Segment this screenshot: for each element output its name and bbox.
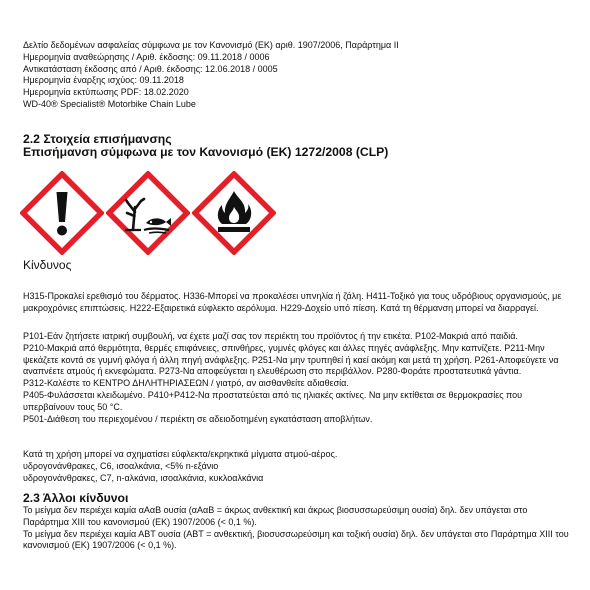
header-line: WD-40® Specialist® Motorbike Chain Lube [23, 98, 196, 109]
other-hazards [23, 505, 571, 552]
supplementary-line: Κατά τη χρήση μπορεί να σχηματίσει εύφλεκτα/εκρηκτικά μίγματα ατμού-αέρος. [23, 449, 338, 459]
other-hazard-paragraph: Το μείγμα δεν περιέχει καμία αΑαΒ ουσία (αΑαΒ = άκρως ανθεκτική και άκρως βιοσυσσωρεύσιμη ουσία) δηλ. δεν υπάγεται στο Παράρτημα XIII του κανονισμού (ΕΚ) 1907/2006 (< 0,1 %). [23, 505, 528, 527]
section-subtitle: Επισήμανση σύμφωνα με τον Κανονισμό (ΕΚ) 1272/2008 (CLP) [23, 145, 389, 159]
ghs-pictograms [20, 171, 280, 255]
precaution-paragraph: P101-Εάν ζητήσετε ιατρική συμβουλή, να έχετε μαζί σας τον περιέκτη του προϊόντος ή την ετικέτα. P102-Μακριά από παιδιά. [23, 331, 518, 341]
document-header [23, 40, 563, 111]
header-line: Ημερομηνία έναρξης ισχύος: 09.11.2018 [23, 75, 184, 86]
signal-word: Κίνδυνος [23, 258, 72, 272]
precaution-paragraph: P501-Διάθεση του περιεχομένου / περιέκτη σε αδειοδοτημένη εγκατάσταση αποβλήτων. [23, 413, 373, 424]
hazard-statements [23, 291, 571, 315]
other-hazard-paragraph: Το μείγμα δεν περιέχει καμία ΑΒΤ ουσία (ΑΒΤ = ανθεκτική, βιοσυσσωρεύσιμη και τοξική ουσία) δηλ. δεν υπάγεται στο Παράρτημα XIII του κανονισμού (ΕΚ) 1907/2006 (< 0,1 %). [23, 528, 569, 551]
hazard-statement-text: H315-Προκαλεί ερεθισμό του δέρματος. H336-Μπορεί να προκαλέσει υπνηλία ή ζάλη. H411-Τοξικό για τους υδρόβιους οργανισμούς, με μακροχρόνιες επιπτώσεις. H222-Εξαιρετικά εύφλεκτο αερόλυμα. H229-Δοχείο υπό πίεση. Κατά τη θέρμανση μπορεί να διαρραγεί. [23, 291, 562, 313]
header-line: Δελτίο δεδομένων ασφαλείας σύμφωνα με τον Κανονισμό (ΕΚ) αριθ. 1907/2006, Παράρτημα II [23, 40, 399, 50]
precautionary-statements [23, 331, 571, 425]
precaution-paragraph: P405-Φυλάσσεται κλειδωμένο. P410+P412-Να προστατεύεται από τις ηλιακές ακτίνες. Να μην εκτίθεται σε θερμοκρασίες που υπερβαίνουν τους 50 °C. [23, 389, 523, 412]
flame-icon [192, 171, 276, 255]
supplementary-line: υδρογονάνθρακες, C7, n-αλκάνια, ισοαλκάνια, κυκλοαλκάνια [23, 472, 264, 483]
exclamation-mark-icon [20, 171, 104, 255]
header-line: Ημερομηνία αναθεώρησης / Αριθ. έκδοσης: 09.11.2018 / 0006 [23, 51, 270, 62]
precaution-paragraph: P210-Μακριά από θερμότητα, θερμές επιφάνειες, σπινθήρες, γυμνές φλόγες και άλλες πηγές ανάφλεξης. Μην καπνίζετε. P211-Μην ψεκάζετε κοντά σε γυμνή φλόγα ή άλλη πηγή ανάφλεξης. P251-Να μην τρυπηθεί ή καεί ακόμη και μετά τη χρήση. P261-Αποφεύγετε να αναπνέετε ατμούς ή εκνεφώματα. P273-Να αποφεύγεται η ελευθέρωση στο περιβάλλον. P280-Φοράτε προστατευτικά γάντια. [23, 342, 559, 377]
supplementary-info [23, 449, 571, 484]
header-line: Ημερομηνία εκτύπωσης PDF: 18.02.2020 [23, 87, 189, 98]
environment-hazard-icon [106, 171, 190, 255]
supplementary-line: υδρογονάνθρακες, C6, ισοαλκάνια, <5% n-εξάνιο [23, 460, 219, 471]
precaution-paragraph: P312-Καλέστε το ΚΕΝΤΡΟ ΔΗΛΗΤΗΡΙΑΣΕΩΝ / γιατρό, αν αισθανθείτε αδιαθεσία. [23, 378, 349, 389]
section-title: 2.3 Άλλοι κίνδυνοι [23, 491, 129, 505]
header-line: Αντικατάσταση έκδοσης από / Αριθ. έκδοσης: 12.06.2018 / 0005 [23, 63, 278, 74]
section-title: 2.2 Στοιχεία επισήμανσης [23, 132, 172, 146]
